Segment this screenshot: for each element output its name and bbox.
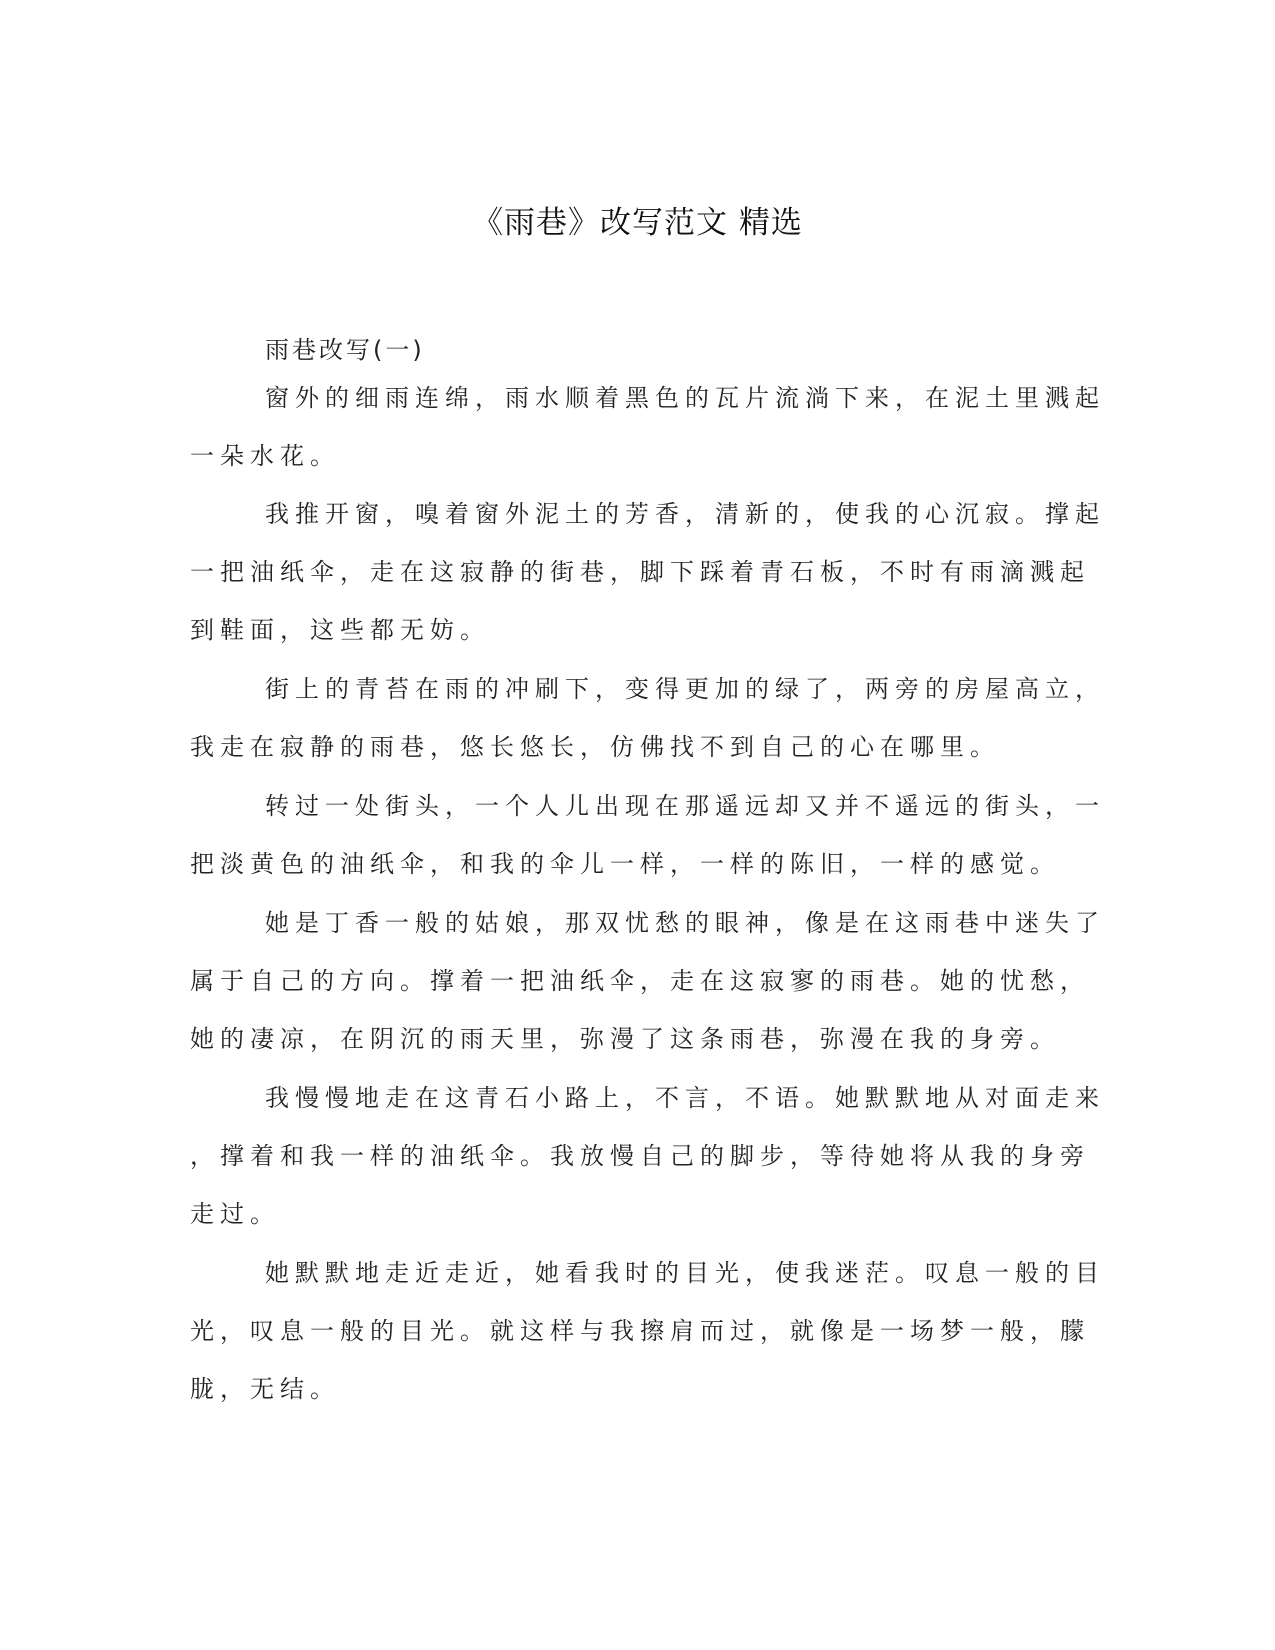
text-line: 一朵水花。: [190, 442, 340, 470]
text-line: 到鞋面，这些都无妨。: [190, 616, 490, 644]
text-line: 街上的青苔在雨的冲刷下，变得更加的绿了，两旁的房屋高立，: [265, 675, 1105, 703]
text-line: 属于自己的方向。撑着一把油纸伞，走在这寂寥的雨巷。她的忧愁，: [190, 967, 1090, 995]
text-line: 她默默地走近走近，她看我时的目光，使我迷茫。叹息一般的目: [265, 1259, 1105, 1287]
text-line: 光，叹息一般的目光。就这样与我擦肩而过，就像是一场梦一般，朦: [190, 1317, 1090, 1345]
text-line: 胧，无结。: [190, 1375, 340, 1403]
text-line: 她的凄凉，在阴沉的雨天里，弥漫了这条雨巷，弥漫在我的身旁。: [190, 1025, 1060, 1053]
section-heading: 雨巷改写(一): [265, 336, 425, 364]
text-line: 她是丁香一般的姑娘，那双忧愁的眼神，像是在这雨巷中迷失了: [265, 909, 1105, 937]
text-line: 转过一处街头，一个人儿出现在那遥远却又并不遥远的街头，一: [265, 792, 1105, 820]
text-line: ，撑着和我一样的油纸伞。我放慢自己的脚步，等待她将从我的身旁: [190, 1142, 1090, 1170]
text-line: 走过。: [190, 1200, 280, 1228]
text-line: 把淡黄色的油纸伞，和我的伞儿一样，一样的陈旧，一样的感觉。: [190, 850, 1060, 878]
text-line: 我推开窗，嗅着窗外泥土的芳香，清新的，使我的心沉寂。撑起: [265, 500, 1105, 528]
text-line: 我慢慢地走在这青石小路上，不言，不语。她默默地从对面走来: [265, 1084, 1105, 1112]
text-line: 一把油纸伞，走在这寂静的街巷，脚下踩着青石板，不时有雨滴溅起: [190, 558, 1090, 586]
text-line: 我走在寂静的雨巷，悠长悠长，仿佛找不到自己的心在哪里。: [190, 733, 1000, 761]
text-line: 窗外的细雨连绵，雨水顺着黑色的瓦片流淌下来，在泥土里溅起: [265, 384, 1105, 412]
document-title: 《雨巷》改写范文 精选: [472, 205, 803, 241]
